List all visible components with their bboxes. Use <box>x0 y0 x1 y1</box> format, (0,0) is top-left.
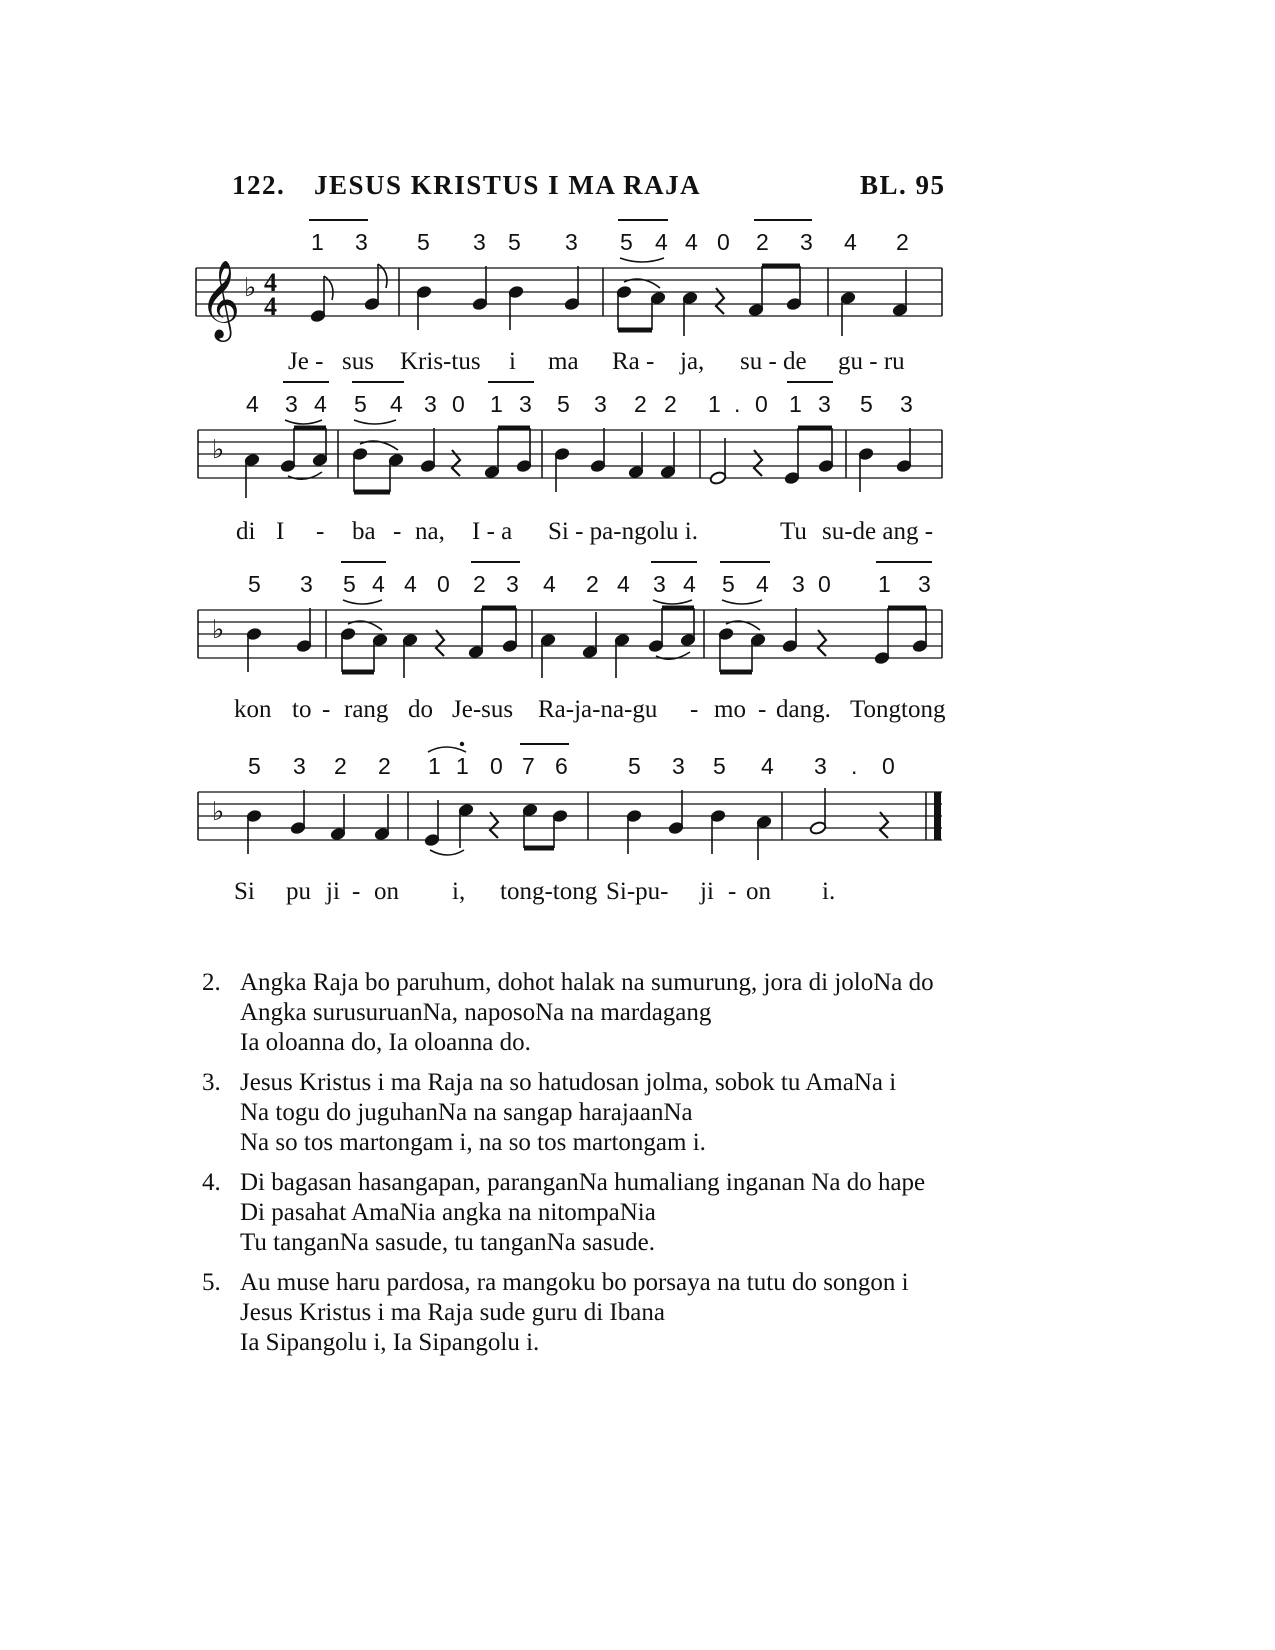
cipher-number: . <box>734 391 741 417</box>
cipher-number: 3 <box>653 571 666 597</box>
cipher-number: 4 <box>390 391 403 417</box>
cipher-number: 3 <box>424 391 437 417</box>
lyric-syllable: - <box>322 696 331 723</box>
cipher-number: 3 <box>506 571 519 597</box>
lyric-syllable: - <box>352 878 361 905</box>
hymn-reference: BL. 95 <box>860 170 946 200</box>
cipher-number: 4 <box>372 571 385 597</box>
notes <box>246 788 888 860</box>
verse-line: Di bagasan hasangapan, paranganNa humaliang inganan Na do hape <box>240 1169 926 1196</box>
cipher-number: 4 <box>683 571 696 597</box>
verse-line: Jesus Kristus i ma Raja sude guru di Ibana <box>240 1299 665 1326</box>
lyric-syllable: I - a <box>472 518 513 545</box>
cipher-number: 4 <box>685 229 698 255</box>
cipher-number: 4 <box>404 571 417 597</box>
cipher-number: 5 <box>860 391 873 417</box>
lyric-syllable: na, <box>415 518 445 545</box>
verse-line: Jesus Kristus i ma Raja na so hatudosan jolma, sobok tu AmaNa i <box>240 1069 897 1096</box>
flat-icon: ♭ <box>244 273 257 303</box>
verse-3 <box>202 1068 1062 1158</box>
cipher-number: 1 <box>490 391 503 417</box>
hymn-number: 122. <box>232 170 286 200</box>
cipher-number: 2 <box>473 571 486 597</box>
staff-4-graphic <box>0 524 1275 924</box>
verse-line: Na so tos martongam i, na so tos martongam i. <box>240 1129 706 1156</box>
cipher-number: 5 <box>620 229 633 255</box>
lyric-syllable: su - de <box>740 348 807 375</box>
cipher-number: 4 <box>314 391 327 417</box>
cipher-number: 3 <box>792 571 805 597</box>
cipher-number: 1 <box>789 391 802 417</box>
cipher-number: 3 <box>473 229 486 255</box>
lyric-syllable: ja, <box>680 348 705 375</box>
verse-line: Di pasahat AmaNia angka na nitompaNia <box>240 1199 656 1226</box>
lyric-syllable: i. <box>822 878 836 905</box>
cipher-number: 3 <box>300 571 313 597</box>
cipher-number: 2 <box>664 391 677 417</box>
lyric-syllable: Ra - <box>612 348 655 375</box>
lyric-syllable: Tongtong <box>850 696 946 723</box>
lyric-syllable: pu <box>286 878 311 905</box>
cipher-number: 3 <box>800 229 813 255</box>
cipher-number: 5 <box>354 391 367 417</box>
cipher-number: 3 <box>672 753 685 779</box>
lyric-syllable: to <box>292 696 312 723</box>
cipher-number: 1 <box>311 229 324 255</box>
cipher-number: 0 <box>437 571 450 597</box>
cipher-number: 7 <box>522 753 535 779</box>
cipher-number: 4 <box>246 391 259 417</box>
cipher-number: 5 <box>508 229 521 255</box>
lyric-syllable: ji <box>326 878 340 905</box>
cipher-number: 5 <box>417 229 430 255</box>
final-barline <box>934 792 941 840</box>
cipher-number: 4 <box>617 571 630 597</box>
cipher-number: 3 <box>285 391 298 417</box>
lyric-syllable: rang <box>344 696 389 723</box>
lyrics-line-4 <box>0 878 1275 912</box>
verse-line: Na togu do juguhanNa na sangap harajaanNa <box>240 1099 693 1126</box>
lyric-syllable: - <box>393 518 402 545</box>
verse-line: Tu tanganNa sasude, tu tanganNa sasude. <box>240 1229 655 1256</box>
cipher-number: 0 <box>717 229 730 255</box>
verse-line: Angka surusuruanNa, naposoNa na mardagang <box>240 999 712 1026</box>
lyric-syllable: di <box>236 518 256 545</box>
treble-clef-icon: 𝄞 <box>200 260 241 339</box>
cipher-number: 6 <box>555 753 568 779</box>
lyric-syllable: su-de ang - <box>822 518 934 545</box>
lyric-syllable: i, <box>452 878 466 905</box>
cipher-number: 1 <box>456 753 469 779</box>
svg-text:4: 4 <box>264 268 277 297</box>
flat-icon: ♭ <box>212 797 225 827</box>
cipher-number: 1 <box>708 391 721 417</box>
staff-lines <box>198 792 942 840</box>
cipher-number: 2 <box>756 229 769 255</box>
cipher-number: 5 <box>343 571 356 597</box>
verse-line: Ia Sipangolu i, Ia Sipangolu i. <box>240 1329 540 1356</box>
cipher-number: 4 <box>756 571 769 597</box>
cipher-number: 5 <box>248 571 261 597</box>
cipher-number: 4 <box>761 753 774 779</box>
lyric-syllable: - <box>758 696 767 723</box>
cipher-number: 0 <box>452 391 465 417</box>
verse-5 <box>202 1268 1062 1358</box>
verse-4 <box>202 1168 1062 1258</box>
verse-line: Ia oloanna do, Ia oloanna do. <box>240 1029 531 1056</box>
cipher-number: 0 <box>755 391 768 417</box>
flat-icon: ♭ <box>212 435 225 465</box>
verse-number: 5. <box>202 1269 221 1296</box>
cipher-number: 3 <box>565 229 578 255</box>
lyric-syllable: kon <box>234 696 272 723</box>
octave-dot <box>460 742 464 746</box>
cipher-number: 5 <box>713 753 726 779</box>
lyric-syllable: i <box>509 348 516 375</box>
cipher-number: . <box>851 753 858 779</box>
verse-line: Au muse haru pardosa, ra mangoku bo porsaya na tutu do songon i <box>240 1269 909 1296</box>
cipher-number: 0 <box>818 571 831 597</box>
cipher-number: 2 <box>334 753 347 779</box>
lyric-syllable: mo <box>714 696 746 723</box>
verse-2 <box>202 968 1062 1058</box>
lyric-syllable: Kris-tus <box>400 348 481 375</box>
cipher-number: 0 <box>882 753 895 779</box>
lyric-syllable: Tu <box>780 518 807 545</box>
lyric-syllable: Si - pa-ngolu i. <box>548 518 698 545</box>
lyric-syllable: Je - <box>288 348 324 375</box>
lyric-syllable: I <box>276 518 285 545</box>
cipher-number: 3 <box>594 391 607 417</box>
lyric-syllable: do <box>408 696 433 723</box>
cipher-number: 1 <box>428 753 441 779</box>
lyric-syllable: Je-sus <box>452 696 514 723</box>
cipher-number: 5 <box>722 571 735 597</box>
lyric-syllable: Si <box>234 878 255 905</box>
hymn-title: JESUS KRISTUS I MA RAJA <box>314 170 702 200</box>
cipher-number: 2 <box>586 571 599 597</box>
cipher-number: 3 <box>818 391 831 417</box>
cipher-number: 4 <box>655 229 668 255</box>
cipher-number: 2 <box>634 391 647 417</box>
cipher-number: 3 <box>814 753 827 779</box>
lyric-syllable: - <box>728 878 737 905</box>
lyric-syllable: Si-pu- <box>606 878 669 905</box>
lyric-syllable: sus <box>342 348 374 375</box>
cipher-number: 2 <box>896 229 909 255</box>
flat-icon: ♭ <box>212 615 225 645</box>
lyric-syllable: gu - ru <box>838 348 905 375</box>
cipher-number: 4 <box>543 571 556 597</box>
cipher-number: 3 <box>918 571 931 597</box>
cipher-number: 3 <box>900 391 913 417</box>
cipher-number: 5 <box>557 391 570 417</box>
lyric-syllable: ji <box>700 878 714 905</box>
svg-text:4: 4 <box>264 292 277 321</box>
cipher-number: 0 <box>490 753 503 779</box>
cipher-number: 5 <box>248 753 261 779</box>
verse-number: 2. <box>202 969 221 996</box>
cipher-number: 3 <box>355 229 368 255</box>
cipher-number: 2 <box>378 753 391 779</box>
lyric-syllable: tong-tong <box>500 878 598 905</box>
cipher-number: 3 <box>293 753 306 779</box>
cipher-number: 1 <box>878 571 891 597</box>
verse-number: 3. <box>202 1069 221 1096</box>
lyric-syllable: ba <box>352 518 376 545</box>
cipher-number: 5 <box>628 753 641 779</box>
verse-line: Angka Raja bo paruhum, dohot halak na sumurung, jora di joloNa do <box>240 969 934 996</box>
verse-number: 4. <box>202 1169 221 1196</box>
verses-section <box>202 968 1062 1368</box>
lyric-syllable: ma <box>548 348 579 375</box>
cipher-number: 4 <box>844 229 857 255</box>
lyric-syllable: on <box>374 878 399 905</box>
lyric-syllable: - <box>690 696 699 723</box>
lyric-syllable: on <box>746 878 771 905</box>
lyric-syllable: dang. <box>776 696 831 723</box>
lyric-syllable: - <box>316 518 325 545</box>
cipher-number: 3 <box>519 391 532 417</box>
lyric-syllable: Ra-ja-na-gu <box>538 696 658 723</box>
